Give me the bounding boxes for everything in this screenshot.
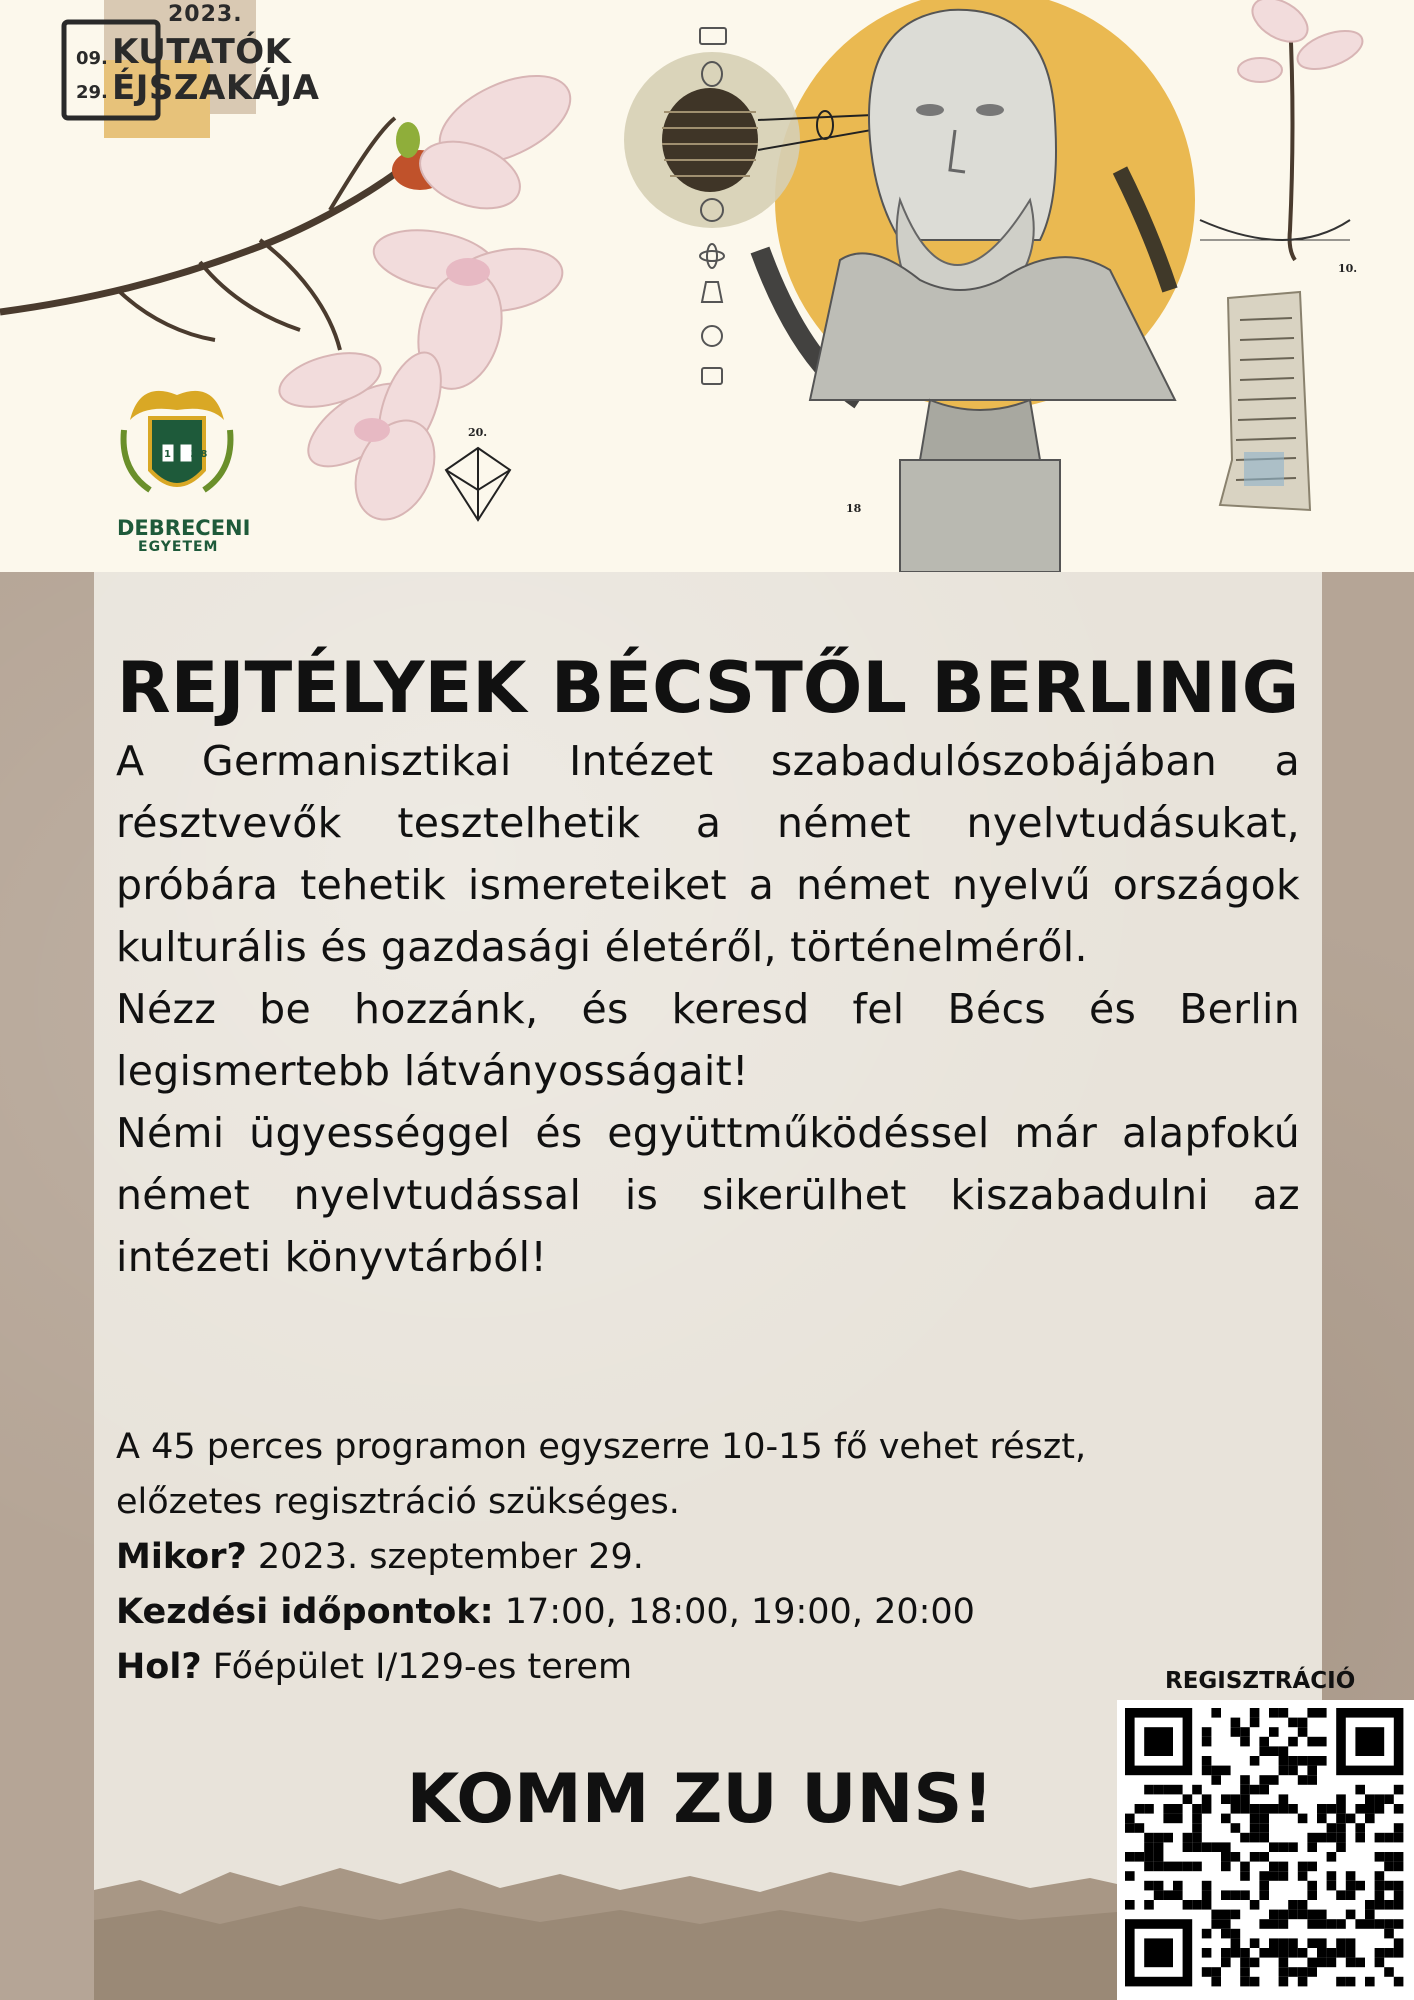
figure-label-18: 18 (846, 502, 862, 515)
figure-label-10: 10. (1338, 262, 1358, 275)
university-crest-icon (124, 391, 231, 490)
event-name-bottom: ÉJSZAKÁJA (112, 68, 320, 108)
newspaper-scrap-icon (1220, 292, 1310, 510)
university-name: DEBRECENI (117, 516, 251, 540)
qr-code-icon[interactable] (1117, 1700, 1414, 2000)
info-registration: előzetes regisztráció szükséges. (116, 1482, 680, 1522)
qr-code-graphic (1117, 1700, 1414, 2000)
description-paragraph: Nézz be hozzánk, és keresd fel Bécs és Berlin legismertebb látványosságait! (116, 985, 1300, 1095)
university-sub: EGYETEM (138, 539, 219, 555)
page-title: REJTÉLYEK BÉCSTŐL BERLINIG (116, 646, 1300, 729)
event-name-top: KUTATÓK (112, 32, 292, 72)
crystal-diagram-icon (446, 448, 510, 520)
atom-icon (700, 251, 724, 261)
event-day-bottom: 29. (76, 82, 108, 103)
crest-years: 15 38 (164, 449, 211, 460)
figure-label-20: 20. (468, 426, 488, 439)
description-paragraph: A Germanisztikai Intézet szabadulószobájában a résztvevők tesztelhetik a német nyelvtudásukat, próbára tehetik ismereteiket a német nyelvű országok kulturális és gazdasági életéről, történelméről. (116, 737, 1300, 971)
call-to-action: KOMM ZU UNS! (406, 1760, 994, 1839)
info-when (116, 1530, 1216, 1585)
computer-icon (702, 368, 722, 384)
chart-icon (702, 326, 722, 346)
times-value: 17:00, 18:00, 19:00, 20:00 (493, 1592, 975, 1632)
times-label: Kezdési időpontok: (116, 1592, 494, 1632)
when-value: 2023. szeptember 29. (246, 1537, 644, 1577)
description-paragraph: Némi ügyességgel és együttműködéssel már alapfokú német nyelvtudással is sikerülhet kiszabadulni az intézeti könyvtárból! (116, 1109, 1300, 1281)
header-banner (0, 0, 1414, 572)
book-icon (700, 28, 726, 44)
where-value: Főépület I/129-es terem (201, 1647, 633, 1687)
info-times (116, 1585, 1216, 1640)
info-where (116, 1640, 1216, 1695)
flower-stem-icon (1200, 0, 1367, 260)
flask-icon (702, 282, 722, 302)
event-info (116, 1420, 1216, 1695)
event-day-top: 09. (76, 48, 108, 69)
registration-label: REGISZTRÁCIÓ (1165, 1668, 1356, 1694)
description (116, 730, 1300, 1288)
info-capacity: A 45 perces programon egyszerre 10-15 fő vehet részt, (116, 1427, 1087, 1467)
where-label: Hol? (116, 1647, 202, 1687)
event-year: 2023. (168, 2, 243, 27)
when-label: Mikor? (116, 1537, 247, 1577)
